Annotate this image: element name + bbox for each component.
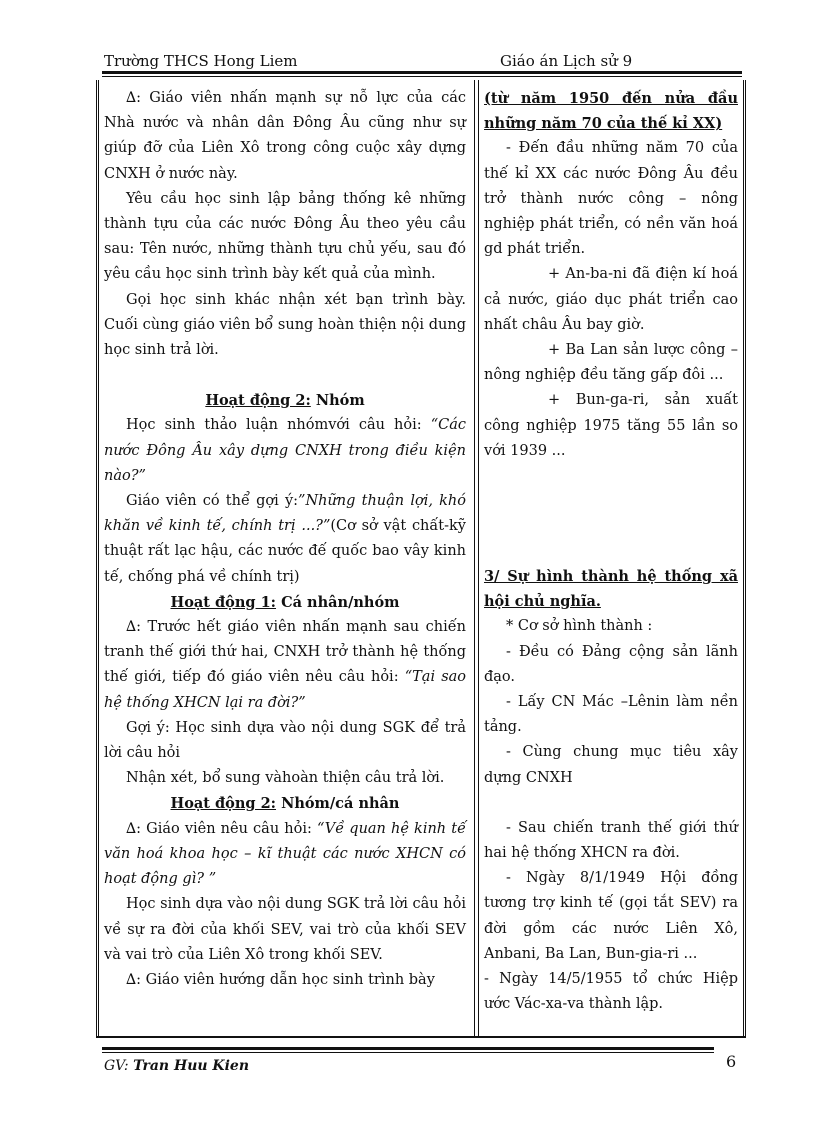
table-column-divider [474,80,475,1038]
table-left-border [96,80,99,1038]
paragraph: + Bun-ga-ri, sản xuất công nghiệp 1975 tăng 55 lần so với 1939 ... [484,392,738,459]
teacher-credit: GV: Tran Huu Kien [104,1058,249,1074]
paragraph: Yêu cầu học sinh lập bảng thống kê những thành tựu của các nước Đông Âu theo yêu cầu sau: Tên nước, những thành tựu chủ yếu, sau đó yêu cầu học sinh trình bày kết quả của mình. [104,190,466,283]
paragraph: + Ba Lan sản lược công – nông nghiệp đều tăng gấp đôi ... [484,342,738,384]
activity-heading: Hoạt động 2: Nhóm [205,392,365,410]
paragraph: Học sinh thảo luận nhómvới câu hỏi: “Các nước Đông Âu xây dựng CNXH trong điều kiện nào?” [104,417,466,484]
subject-title: Giáo án Lịch sử 9 [500,52,633,70]
header-rule [102,71,742,74]
school-name: Trường THCS Hong Liem [104,52,298,70]
paragraph: Nhận xét, bổ sung vàhoàn thiện câu trả lời. [126,770,445,787]
teacher-activities-column [104,86,466,993]
paragraph: Gọi học sinh khác nhận xét bạn trình bày. Cuối cùng giáo viên bổ sung hoàn thiện nội dung học sinh trả lời. [104,291,466,359]
page-number: 6 [726,1052,737,1071]
paragraph: - Đến đầu những năm 70 của thế kỉ XX các nước Đông Âu đều trở thành nước công – nông nghiệp phát triển, có nền văn hoá gd phát triển. [484,140,738,258]
lesson-table [96,80,746,1038]
footer-rule-thin [102,1052,714,1053]
paragraph: Gợi ý: Học sinh dựa vào nội dung SGK để trả lời câu hỏi [104,719,466,762]
paragraph: Giáo viên có thể gợi ý:”Những thuận lợi, khó khăn về kinh tế, chính trị ...?”(Cơ sở vật chất-kỹ thuật rất lạc hậu, các nước đế quốc bao vây kinh tế, chống phá về chính trị) [104,493,466,585]
paragraph: - Sau chiến tranh thế giới thứ hai hệ thống XHCN ra đời. [484,819,738,862]
table-right-border [743,80,746,1038]
header-rule-thin [102,76,742,77]
activity-heading: Hoạt động 2: Nhóm/cá nhân [170,795,400,813]
paragraph: ∆: Giáo viên nêu câu hỏi: “Về quan hệ kinh tế văn hoá khoa học – kĩ thuật các nước XHCN có hoạt động gì? ” [104,820,466,888]
table-bottom-border [96,1036,746,1038]
paragraph: ∆: Giáo viên nhấn mạnh sự nỗ lực của các Nhà nước và nhân dân Đông Âu cũng như sự giúp đỡ của Liên Xô trong công cuộc xây dựng CNXH ở nước này. [104,90,466,182]
activity-heading: Hoạt động 1: Cá nhân/nhóm [170,593,400,611]
paragraph: - Lấy CN Mác –Lênin làm nền tảng. [484,694,738,736]
paragraph: - Ngày 8/1/1949 Hội đồng tương trợ kinh tế (gọi tắt SEV) ra đời gồm các nước Liên Xô, Anbani, Ba Lan, Bun-gia-ri ... [484,870,738,962]
paragraph: Học sinh dựa vào nội dung SGK trả lời câu hỏi về sự ra đời của khối SEV, vai trò của khối SEV và vai trò của Liên Xô trong khối SEV. [104,896,466,963]
paragraph: - Cùng chung mục tiêu xây dựng CNXH [484,744,738,786]
table-column-divider-2 [478,80,479,1038]
paragraph: ∆: Giáo viên hướng dẫn học sinh trình bày [126,971,435,988]
content-column [484,86,738,1018]
paragraph: * Cơ sở hình thành : [506,618,653,635]
section-title: (từ năm 1950 đến nửa đầu những năm 70 của thế kỉ XX) [484,90,738,133]
paragraph: + An-ba-ni đã điện kí hoá cả nước, giáo dục phát triển cao nhất châu Âu bay giờ. [484,266,738,333]
footer-rule [102,1047,714,1050]
section-title: 3/ Sự hình thành hệ thống xã hội chủ nghĩa. [484,568,738,611]
paragraph: ∆: Trước hết giáo viên nhấn mạnh sau chiến tranh thế giới thứ hai, CNXH trở thành hệ thống thế giới, tiếp đó giáo viên nêu câu hỏi: “Tại sao hệ thống XHCN lại ra đời?” [104,619,467,711]
paragraph: - Ngày 14/5/1955 tổ chức Hiệp ước Vác-xa-va thành lập. [484,971,738,1013]
paragraph: - Đều có Đảng cộng sản lãnh đạo. [484,643,738,685]
